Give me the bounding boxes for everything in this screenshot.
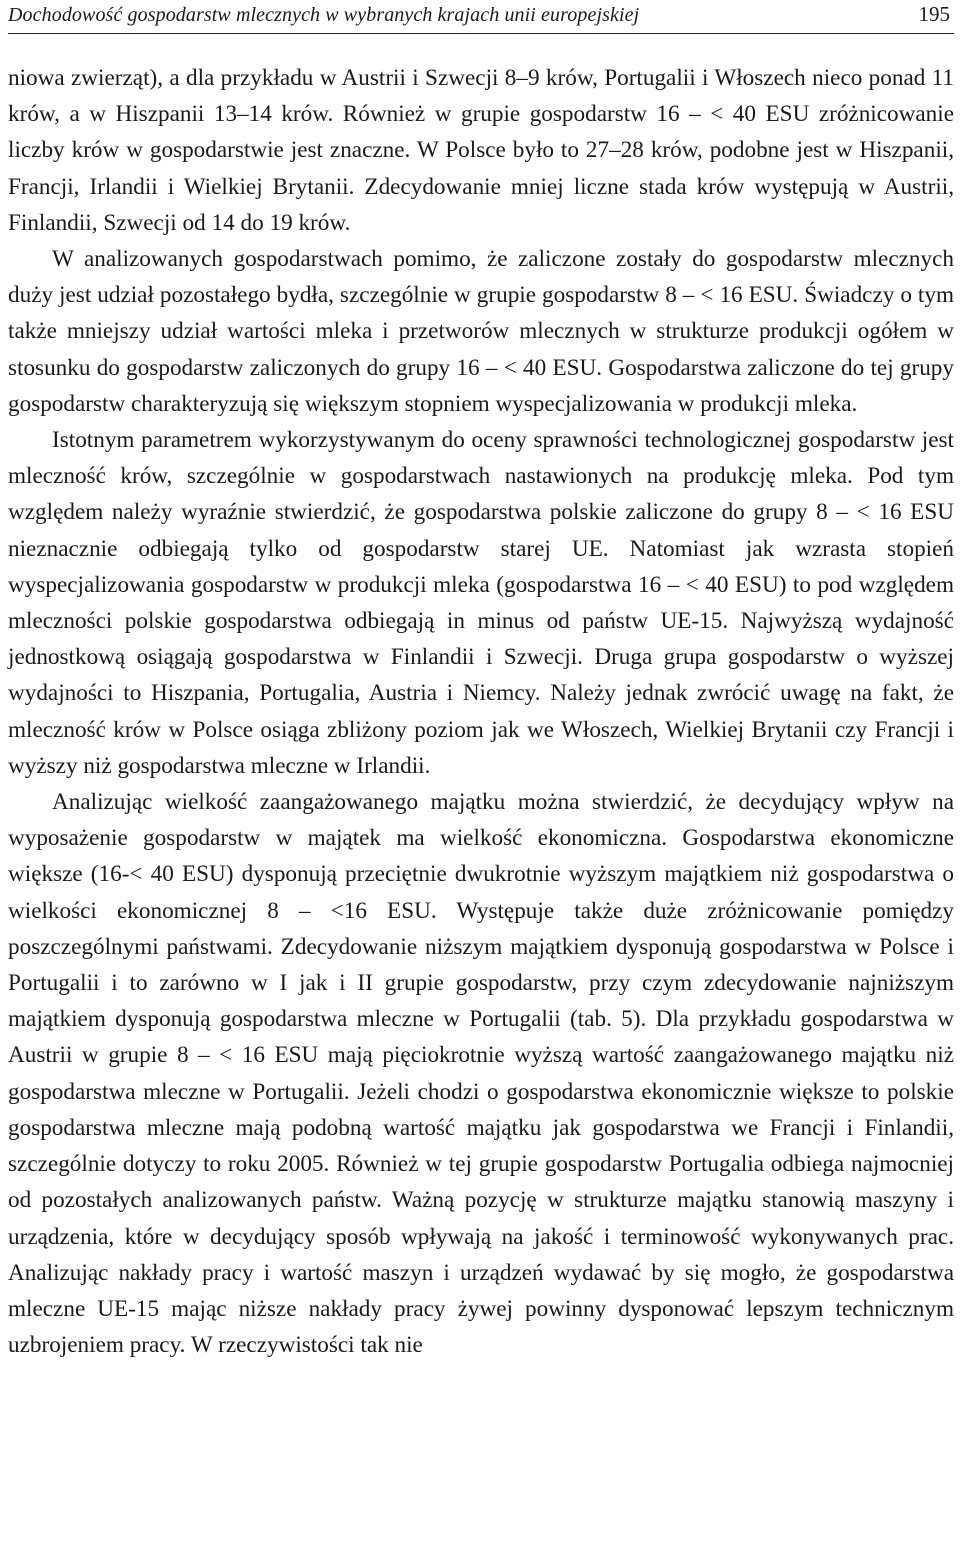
paragraph: Analizując wielkość zaangażowanego majątku można stwierdzić, że decydujący wpływ na wyposażenie gospodarstw w majątek ma wielkość ekonomiczna. Gospodarstwa ekonomiczne większe (16-< 40 ESU) dysponują przeciętnie dwukrotnie wyższym majątkiem niż gospodarstwa o wielkości ekonomicznej 8 – <16 ESU. Występuje także duże zróżnicowanie pomiędzy poszczególnymi państwami. Zdecydowanie niższym majątkiem dysponują gospodarstwa w Polsce i Portugalii i to zarówno w I jak i II grupie gospodarstw, przy czym zdecydowanie najniższym majątkiem dysponują gospodarstwa mleczne w Portugalii (tab. 5). Dla przykładu gospodarstwa w Austrii w grupie 8 – < 16 ESU mają pięciokrotnie wyższą wartość zaangażowanego majątku niż gospodarstwa mleczne w Portugalii. Jeżeli chodzi o gospodarstwa ekonomicznie większe to polskie gospodarstwa mleczne mają podobną wartość majątku jak gospodarstwa we Francji i Finlandii, szczególnie dotyczy to roku 2005. Również w tej grupie gospodarstw Portugalia odbiega najmocniej od pozostałych analizowanych państw. Ważną pozycję w strukturze majątku stanowią maszyny i urządzenia, które w decydujący sposób wpływają na jakość i terminowość wykonywanych prac. Analizując nakłady pracy i wartość maszyn i urządzeń wydawać by się mogło, że gospodarstwa mleczne UE-15 mając niższe nakłady pracy żywej powinny dysponować lepszym technicznym uzbrojeniem pracy. W rzeczywistości tak nie <box>8 789 954 1359</box>
paragraph: Istotnym parametrem wykorzystywanym do oceny sprawności technologicznej gospodarstw jest mleczność krów, szczególnie w gospodarstwach nastawionych na produkcję mleka. Pod tym względem należy wyraźnie stwierdzić, że gospodarstwa polskie zaliczone do grupy 8 – < 16 ESU nieznacznie odbiegają tylko od gospodarstw starej UE. Natomiast jak wzrasta stopień wyspecjalizowania gospodarstw w produkcji mleka (gospodarstwa 16 – < 40 ESU) to pod względem mleczności polskie gospodarstwa odbiegają in minus od państw UE-15. Najwyższą wydajność jednostkową osiągają gospodarstwa w Finlandii i Szwecji. Druga grupa gospodarstw o wyższej wydajności to Hiszpania, Portugalia, Austria i Niemcy. Należy jednak zwrócić uwagę na fakt, że mleczność krów w Polsce osiąga zbliżony poziom jak we Włoszech, Wielkiej Brytanii czy Francji i wyższy niż gospodarstwa mleczne w Irlandii. <box>8 427 954 779</box>
paragraph: W analizowanych gospodarstwach pomimo, że zaliczone zostały do gospodarstw mlecznych duży jest udział pozostałego bydła, szczególnie w grupie gospodarstw 8 – < 16 ESU. Świadczy o tym także mniejszy udział wartości mleka i przetworów mlecznych w strukturze produkcji ogółem w stosunku do gospodarstw zaliczonych do grupy 16 – < 40 ESU. Gospodarstwa zaliczone do tej grupy gospodarstw charakteryzują się większym stopniem wyspecjalizowania w produkcji mleka. <box>8 246 954 417</box>
running-title: Dochodowość gospodarstw mlecznych w wybranych krajach unii europejskiej <box>8 4 640 26</box>
paragraph-continuation: niowa zwierząt), a dla przykładu w Austrii i Szwecji 8–9 krów, Portugalii i Włoszech nieco ponad 11 krów, a w Hiszpanii 13–14 krów. Również w grupie gospodarstw 16 – < 40 ESU zróżnicowanie liczby krów w gospodarstwie jest znaczne. W Polsce było to 27–28 krów, podobne jest w Hiszpanii, Francji, Irlandii i Wielkiej Brytanii. Zdecydowanie mniej liczne stada krów występują w Austrii, Finlandii, Szwecji od 14 do 19 krów. <box>8 65 954 236</box>
body-text <box>8 60 954 1363</box>
document-page <box>8 0 954 1363</box>
page-number: 195 <box>918 2 950 26</box>
running-header <box>8 0 954 34</box>
